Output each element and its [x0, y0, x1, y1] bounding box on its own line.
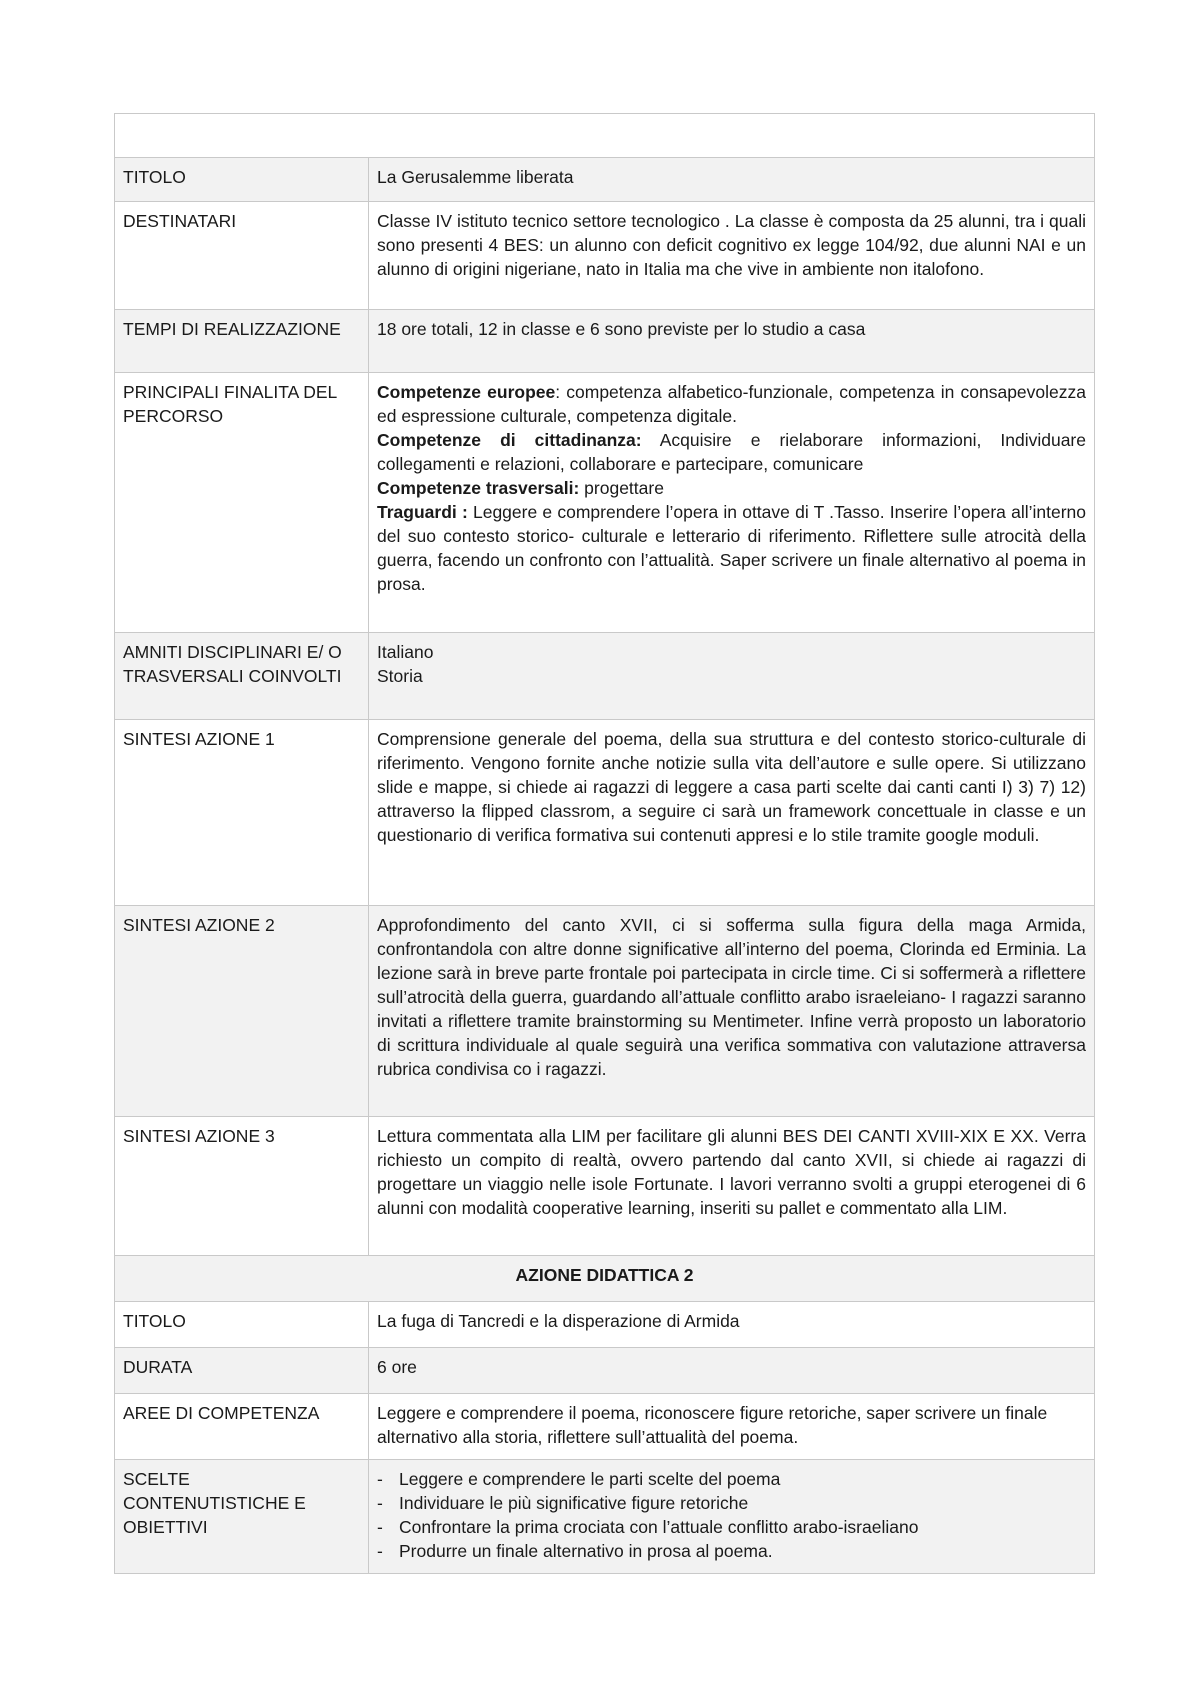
list-item-text: Produrre un finale alternativo in prosa al poema.: [399, 1541, 773, 1561]
row-section-heading: [115, 1256, 1095, 1302]
row-tempi: [115, 310, 1095, 373]
label-tempi: TEMPI DI REALIZZAZIONE: [115, 310, 369, 373]
list-item-text: Leggere e comprendere le parti scelte del poema: [399, 1469, 781, 1489]
empty-header-cell: [115, 114, 1095, 158]
dash-bullet: -: [377, 1469, 383, 1489]
row-destinatari: [115, 202, 1095, 310]
value-ambiti: [369, 633, 1095, 720]
label-finalita: PRINCIPALI FINALITA DEL PERCORSO: [115, 373, 369, 633]
traguardi-label: Traguardi :: [377, 502, 468, 522]
header-empty-row: [115, 114, 1095, 158]
traguardi: [377, 500, 1086, 596]
label-destinatari: DESTINATARI: [115, 202, 369, 310]
row-aree: [115, 1394, 1095, 1460]
value-azione-3: Lettura commentata alla LIM per facilitare gli alunni BES DEI CANTI XVIII-XIX E XX. Verra richiesto un compito di realtà, ovvero partendo dal canto XVII, si chiede ai ragazzi di progettare un viaggio nelle isole Fortunate. I lavori verranno svolti a gruppi eterogenei di 6 alunni con modalità cooperative learning, inseriti su pallet e commentato alla LIM.: [369, 1117, 1095, 1256]
label-titolo-2: TITOLO: [115, 1302, 369, 1348]
row-ambiti: [115, 633, 1095, 720]
value-azione-1: Comprensione generale del poema, della sua struttura e del contesto storico-culturale di riferimento. Vengono fornite anche notizie sulla vita dell’autore e sulle opere. Si utilizzano slide e mappe, si chiede ai ragazzi di leggere a casa parti scelte dai canti canti I) 3) 7) 12) attraverso la flipped classrom, a seguire ci sarà un framework concettuale in classe e un questionario di verifica formativa sui contenuti appresi e lo stile tramite google moduli.: [369, 720, 1095, 906]
dash-bullet: -: [377, 1493, 383, 1513]
competenze-europee: [377, 380, 1086, 428]
label-durata: DURATA: [115, 1348, 369, 1394]
list-item: [377, 1515, 1086, 1539]
row-azione-2: [115, 906, 1095, 1117]
list-item: [377, 1539, 1086, 1563]
value-finalita: [369, 373, 1095, 633]
competenze-trasversali-label: Competenze trasversali:: [377, 478, 580, 498]
competenze-cittadinanza-text: Acquisire e rielaborare informazioni, Individuare collegamenti e relazioni, collaborare e partecipare, comunicare: [377, 430, 1086, 474]
list-item-text: Confrontare la prima crociata con l’attuale conflitto arabo-israeliano: [399, 1517, 919, 1537]
lesson-plan-table: [114, 113, 1095, 1574]
label-azione-3: SINTESI AZIONE 3: [115, 1117, 369, 1256]
label-scelte: SCELTE CONTENUTISTICHE E OBIETTIVI: [115, 1460, 369, 1574]
row-titolo: [115, 158, 1095, 202]
label-aree: AREE DI COMPETENZA: [115, 1394, 369, 1460]
dash-bullet: -: [377, 1517, 383, 1537]
section-heading-azione-didattica-2: AZIONE DIDATTICA 2: [115, 1256, 1095, 1302]
dash-bullet: -: [377, 1541, 383, 1561]
competenze-europee-text: : competenza alfabetico-funzionale, competenza in consapevolezza ed espressione culturale, competenza digitale.: [377, 382, 1086, 426]
label-azione-2: SINTESI AZIONE 2: [115, 906, 369, 1117]
obiettivi-list: [377, 1467, 1086, 1563]
label-ambiti: AMNITI DISCIPLINARI E/ O TRASVERSALI COINVOLTI: [115, 633, 369, 720]
value-azione-2: Approfondimento del canto XVII, ci si sofferma sulla figura della maga Armida, confrontandola con altre donne significative all’interno del poema, Clorinda ed Erminia. La lezione sarà in breve parte frontale poi partecipata in circle time. Ci si soffermerà a riflettere sull’atrocità della guerra, guardando all’attuale conflitto arabo israeleiano- I ragazzi saranno invitati a riflettere tramite brainstorming su Mentimeter. Infine verrà proposto un laboratorio di scrittura individuale al quale seguirà una verifica sommativa con valutazione attraversa rubrica condivisa co i ragazzi.: [369, 906, 1095, 1117]
value-titolo: La Gerusalemme liberata: [369, 158, 1095, 202]
row-durata: [115, 1348, 1095, 1394]
value-scelte: [369, 1460, 1095, 1574]
list-item-text: Individuare le più significative figure retoriche: [399, 1493, 749, 1513]
ambito-italiano: Italiano: [377, 642, 434, 662]
row-finalita: [115, 373, 1095, 633]
competenze-cittadinanza: [377, 428, 1086, 476]
list-item: [377, 1467, 1086, 1491]
row-azione-3: [115, 1117, 1095, 1256]
competenze-trasversali-text: progettare: [579, 478, 664, 498]
competenze-cittadinanza-label: Competenze di cittadinanza:: [377, 430, 642, 450]
list-item: [377, 1491, 1086, 1515]
value-destinatari: Classe IV istituto tecnico settore tecnologico . La classe è composta da 25 alunni, tra i quali sono presenti 4 BES: un alunno con deficit cognitivo ex legge 104/92, due alunni NAI e un alunno di origini nigeriane, nato in Italia ma che vive in ambiente non italofono.: [369, 202, 1095, 310]
competenze-europee-label: Competenze europee: [377, 382, 556, 402]
traguardi-text: Leggere e comprendere l’opera in ottave di T .Tasso. Inserire l’opera all’interno del suo contesto storico- culturale e letterario di riferimento. Riflettere sulle atrocità della guerra, facendo un confronto con l’attualità. Saper scrivere un finale alternativo al poema in prosa.: [377, 502, 1086, 594]
value-tempi: 18 ore totali, 12 in classe e 6 sono previste per lo studio a casa: [369, 310, 1095, 373]
ambito-storia: Storia: [377, 666, 423, 686]
label-titolo: TITOLO: [115, 158, 369, 202]
row-scelte: [115, 1460, 1095, 1574]
label-azione-1: SINTESI AZIONE 1: [115, 720, 369, 906]
value-durata: 6 ore: [369, 1348, 1095, 1394]
value-aree: Leggere e comprendere il poema, riconoscere figure retoriche, saper scrivere un finale alternativo alla storia, riflettere sull’attualità del poema.: [369, 1394, 1095, 1460]
row-azione-1: [115, 720, 1095, 906]
competenze-trasversali: [377, 476, 1086, 500]
row-titolo-2: [115, 1302, 1095, 1348]
value-titolo-2: La fuga di Tancredi e la disperazione di Armida: [369, 1302, 1095, 1348]
